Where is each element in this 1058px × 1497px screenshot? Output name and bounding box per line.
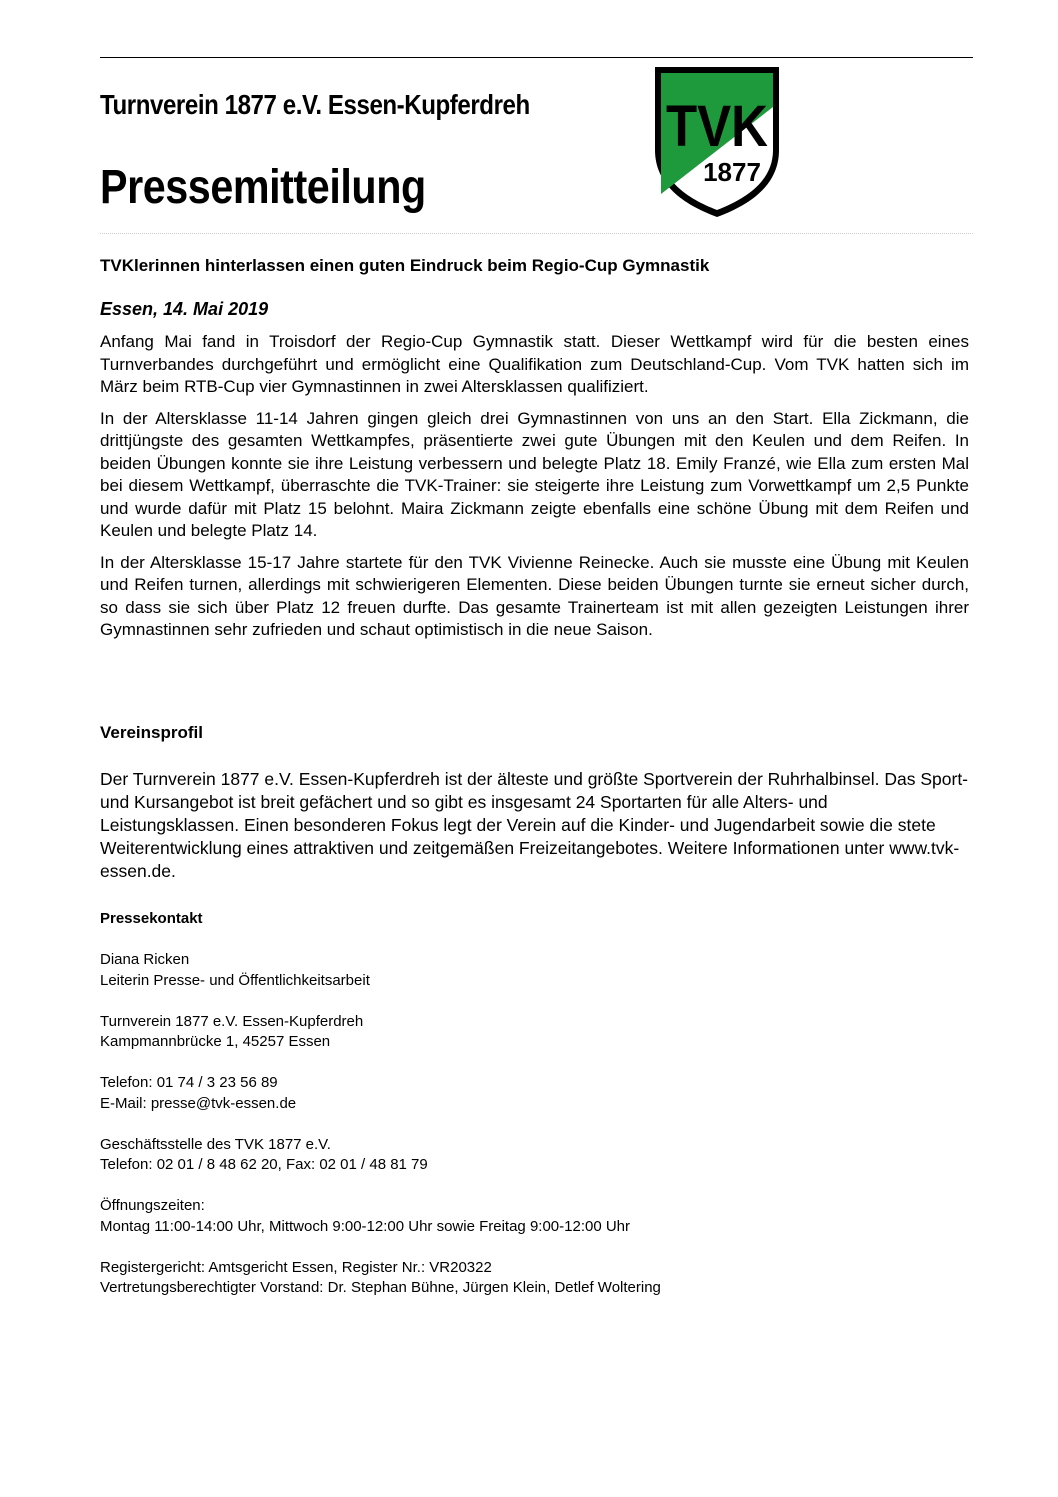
contact-line: Diana Ricken (100, 951, 190, 968)
article-paragraph: In der Altersklasse 15-17 Jahre startete für den TVK Vivienne Reinecke. Auch sie musste eine Übung mit Keulen und Reifen turnen, allerdings mit schwierigeren Elementen. Diese beiden Übungen turnte sie erneut sicher durch, so dass sie sich über Platz 12 freuen durfte. Das gesamte Trainerteam ist mit allen gezeigten Leistungen ihrer Gymnastinnen sehr zufrieden und schaut optimistisch in die neue Saison. (100, 552, 969, 639)
profile-heading: Vereinsprofil (100, 723, 203, 742)
header-divider (100, 233, 973, 234)
document-type-title: Pressemitteilung (100, 161, 426, 214)
contact-line: E-Mail: presse@tvk-essen.de (100, 1094, 297, 1112)
contact-phone-email (100, 1073, 969, 1114)
contact-line: Leiterin Presse- und Öffentlichkeitsarbeit (100, 971, 370, 989)
contact-line: Kampmannbrücke 1, 45257 Essen (100, 1033, 331, 1050)
contact-line: Registergericht: Amtsgericht Essen, Register Nr.: VR20322 (100, 1258, 492, 1276)
club-logo (652, 64, 782, 220)
crest-letters: TVK (666, 94, 769, 159)
contact-line: Geschäftsstelle des TVK 1877 e.V. (100, 1135, 331, 1153)
contact-line: Montag 11:00-14:00 Uhr, Mittwoch 9:00-12:00 Uhr sowie Freitag 9:00-12:00 Uhr (100, 1217, 631, 1235)
contact-office (100, 1135, 969, 1176)
press-contact-heading: Pressekontakt (100, 910, 203, 927)
profile-text: Der Turnverein 1877 e.V. Essen-Kupferdreh ist der älteste und größte Sportverein der Ruhrhalbinsel. Das Sport- und Kursangebot ist breit gefächert und so gibt es insgesamt 24 Sportarten für alle Alters- und Leistungsklassen. Einen besonderen Fokus legt der Verein auf die Kinder- und Jugendarbeit sowie die stete Weiterentwicklung eines attraktiven und zeitgemäßen Freizeitangebotes. Weitere Informationen unter www.tvk-essen.de. (100, 769, 969, 881)
press-contact (100, 950, 969, 1319)
article-body (100, 331, 969, 651)
article-paragraph: In der Altersklasse 11-14 Jahren gingen gleich drei Gymnastinnen von uns an den Start. Ella Zickmann, die drittjüngste des gesamten Wettkampfes, präsentierte zwei gute Übungen mit den Keulen und dem Reifen. In beiden Übungen konnte sie ihre Leistung verbessern und belegte Platz 18. Emily Franzé, wie Ella zum ersten Mal bei diesem Wettkampf, überraschte die TVK-Trainer: sie steigerte ihre Leistung zum Vorwettkampf um 2,5 Punkte und wurde dafür mit Platz 15 belohnt. Maira Zickmann zeigte ebenfalls eine schöne Übung mit dem Reifen und Keulen und belegte Platz 14. (100, 408, 969, 540)
contact-address (100, 1012, 969, 1053)
contact-person (100, 950, 969, 991)
contact-line: Vertretungsberechtigter Vorstand: Dr. Stephan Bühne, Jürgen Klein, Detlef Woltering (100, 1279, 661, 1296)
organization-name: Turnverein 1877 e.V. Essen-Kupferdreh (100, 89, 530, 120)
contact-line: Telefon: 01 74 / 3 23 56 89 (100, 1074, 278, 1091)
contact-line: Telefon: 02 01 / 8 48 62 20, Fax: 02 01 / 48 81 79 (100, 1156, 428, 1173)
contact-register (100, 1258, 969, 1299)
article-paragraph: Anfang Mai fand in Troisdorf der Regio-Cup Gymnastik statt. Dieser Wettkampf wird für die besten eines Turnverbandes durchgeführt und ermöglicht eine Qualifikation zum Deutschland-Cup. Vom TVK hatten sich im März beim RTB-Cup vier Gymnastinnen in zwei Altersklassen qualifiziert. (100, 332, 969, 396)
article-headline: TVKlerinnen hinterlassen einen guten Eindruck beim Regio-Cup Gymnastik (100, 256, 710, 275)
contact-line: Öffnungszeiten: (100, 1197, 205, 1214)
crest-year: 1877 (703, 157, 761, 187)
contact-opening-hours (100, 1196, 969, 1237)
article-dateline: Essen, 14. Mai 2019 (100, 299, 269, 319)
contact-line: Turnverein 1877 e.V. Essen-Kupferdreh (100, 1012, 364, 1030)
top-rule (100, 57, 973, 58)
